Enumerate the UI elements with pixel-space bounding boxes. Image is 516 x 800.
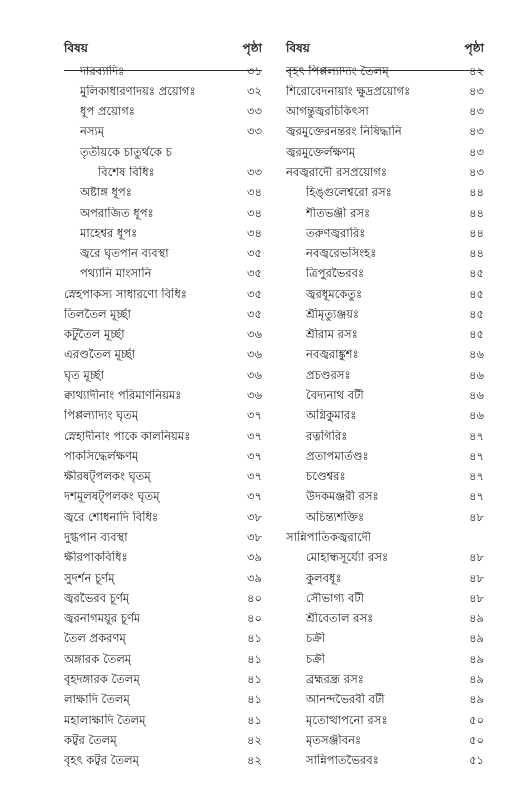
contents-entry (286, 264, 484, 284)
entry-page-number: ৩৬ (247, 388, 262, 403)
entry-page-number: ৪৬ (469, 367, 484, 382)
contents-entry (286, 203, 484, 223)
contents-entry (64, 406, 262, 426)
contents-entry (64, 609, 262, 629)
entry-page-number: ৪১ (247, 692, 262, 707)
contents-entry (286, 446, 484, 466)
entry-title: প্রচণ্ডরসঃ (306, 368, 351, 382)
entry-title: তিলতৈল মূর্চ্ছা (64, 307, 131, 321)
entry-title: ব্রহ্মরন্ধ্র রসঃ (306, 672, 364, 686)
entry-page-number: ৪৮ (469, 509, 484, 524)
entry-title: প্রতাপমার্তণ্ডঃ (306, 449, 369, 463)
contents-entry (64, 223, 262, 243)
entry-page-number: ৩৫ (247, 266, 262, 281)
right-subject-heading: বিষয় (286, 41, 310, 55)
entry-page-number: ৩৩ (247, 104, 262, 119)
entry-title: পাকসিদ্ধের্লক্ষণম্ (64, 449, 139, 463)
contents-entry (286, 183, 484, 203)
entry-title: হিঙ্গুলেশ্বরো রসঃ (306, 186, 392, 200)
entry-title: অঙ্গারক তৈলম্ (64, 652, 132, 666)
entry-page-number: ৪৭ (469, 489, 484, 504)
left-column-header (64, 40, 262, 61)
entry-title: ত্রিপুরভৈরবঃ (306, 267, 365, 281)
entry-page-number: ৩৭ (247, 428, 262, 443)
contents-entry (64, 710, 262, 730)
contents-entry (64, 365, 262, 385)
contents-entry (286, 649, 484, 669)
entry-page-number: ৪৩ (469, 144, 484, 159)
contents-entry (64, 162, 262, 182)
entry-page-number: ৩৩ (247, 164, 262, 179)
entry-page-number: ৩৬ (247, 327, 262, 342)
entry-page-number: ৪৫ (469, 327, 484, 342)
entry-page-number: ৫১ (469, 753, 484, 768)
entry-title: জ্বরমুক্তের্লক্ষণম্ (286, 145, 356, 159)
entry-title: মৃতসঞ্জীবনঃ (306, 733, 362, 747)
entry-title: স্নেহাদীনাং পাকে কালনিয়মঃ (64, 429, 191, 443)
contents-entry (286, 730, 484, 750)
contents-entry (286, 568, 484, 588)
entry-page-number: ৪৬ (469, 388, 484, 403)
entry-title: আগন্তুজ্বরচিকিৎসা (286, 105, 369, 119)
entry-title: চণ্ডেশ্বরঃ (306, 470, 346, 484)
entry-title: পথ্যানি মাংসানি (80, 267, 152, 281)
entry-page-number: ৪২ (247, 753, 262, 768)
entry-title: কট্বর তৈলম্ (64, 733, 117, 747)
contents-entry (64, 122, 262, 142)
entry-page-number: ৪৬ (469, 347, 484, 362)
entry-page-number: ৪৭ (469, 469, 484, 484)
entry-page-number: ৩৫ (247, 246, 262, 261)
contents-entry (286, 588, 484, 608)
entry-title: উদকমঞ্জরী রসঃ (306, 490, 379, 504)
contents-right-column (286, 40, 484, 771)
right-entries (286, 61, 484, 771)
contents-entry (64, 426, 262, 446)
entry-title: ক্ষীরপাকবিধিঃ (64, 551, 128, 565)
right-header-rule (286, 70, 484, 71)
entry-title: দারব্যাদিঃ (80, 64, 125, 78)
entry-page-number: ৩৭ (247, 469, 262, 484)
contents-entry (64, 548, 262, 568)
entry-title: শ্রীবেতাল রসঃ (306, 612, 374, 626)
entry-page-number: ৪১ (247, 671, 262, 686)
entry-page-number: ৩৮ (247, 530, 262, 544)
contents-entry (286, 284, 484, 304)
contents-entry (286, 690, 484, 710)
contents-entry (64, 730, 262, 750)
left-entries (64, 61, 262, 771)
contents-entry (64, 487, 262, 507)
contents-entry (286, 345, 484, 365)
entry-title: তৈল প্রকরণম্ (64, 632, 126, 646)
entry-page-number: ৪৫ (469, 306, 484, 321)
entry-page-number: ৪৭ (469, 448, 484, 463)
entry-title: শ্রীমৃত্যুঞ্জয়ঃ (306, 307, 360, 321)
entry-page-number: ৪৫ (469, 286, 484, 301)
entry-title: শ্রীরাম রসঃ (306, 328, 358, 342)
entry-title: রত্নগিরিঃ (306, 429, 348, 443)
contents-entry (286, 102, 484, 122)
contents-entry (64, 244, 262, 264)
entry-title: মৃতোত্থাপনো রসঃ (306, 713, 388, 727)
entry-title: দুগ্ধপান ব্যবস্থা (64, 531, 128, 544)
contents-entry (64, 345, 262, 365)
contents-entry (64, 142, 262, 162)
contents-entry (286, 223, 484, 243)
entry-page-number: ৫০ (469, 712, 484, 727)
contents-entry (64, 264, 262, 284)
entry-page-number: ৪৪ (469, 185, 484, 200)
entry-title: ক্ষীরষট্পলকং ঘৃতম্ (64, 470, 151, 484)
entry-title: নবজ্বরেভসিংহঃ (306, 247, 377, 261)
entry-page-number: ৩৬ (247, 347, 262, 362)
entry-page-number: ৩১ (247, 63, 262, 78)
entry-page-number: ৩৮ (247, 509, 262, 524)
entry-title: বৈদ্যনাথ বটী (306, 389, 364, 403)
entry-page-number: ৪৯ (469, 651, 484, 666)
entry-page-number: ৪১ (247, 631, 262, 646)
entry-title: চক্রী (306, 652, 326, 666)
entry-title: তৃতীয়কে চাতুর্থকে চ (80, 145, 172, 159)
entry-title: নবজ্বরাদৌ রসপ্রয়োগঃ (286, 165, 387, 179)
left-page-heading: পৃষ্ঠা (242, 41, 262, 55)
entry-title: বৃহদঙ্গারক তৈলম্ (64, 672, 140, 686)
contents-entry (286, 162, 484, 182)
contents-entry (286, 81, 484, 101)
entry-title: পিপ্পল্যাদ্যং ঘৃতম্ (64, 409, 139, 423)
entry-page-number: ৩৭ (247, 489, 262, 504)
contents-entry (64, 183, 262, 203)
contents-entry (64, 61, 262, 81)
contents-entry (64, 81, 262, 101)
entry-page-number: ৪০ (247, 611, 262, 626)
entry-page-number: ৪৯ (469, 671, 484, 686)
contents-entry (64, 467, 262, 487)
entry-title: জ্বরে ঘৃতপান ব্যবস্থা (80, 247, 169, 261)
contents-entry (64, 203, 262, 223)
contents-entry (286, 751, 484, 771)
entry-title: লাক্ষাদি তৈলম্ (64, 693, 130, 707)
contents-entry (64, 649, 262, 669)
entry-title: এরণ্ডতৈল মূর্চ্ছা (64, 348, 136, 362)
entry-title: মহালাক্ষাদি তৈলম্ (64, 713, 146, 727)
entry-title: স্নেহপাকস্য সাধারণো বিধিঃ (64, 287, 187, 301)
contents-entry (286, 527, 484, 547)
entry-page-number: ৩৬ (247, 367, 262, 382)
entry-page-number: ৪৯ (469, 692, 484, 707)
entry-title: বিশেষ বিধিঃ (98, 165, 155, 179)
entry-page-number: ৪৮ (469, 590, 484, 605)
entry-page-number: ৪৬ (469, 408, 484, 423)
entry-title: অষ্টাঙ্গ ধূপঃ (80, 186, 132, 200)
entry-page-number: ৩৪ (247, 205, 262, 220)
contents-entry (286, 629, 484, 649)
entry-page-number: ৪৫ (469, 266, 484, 281)
contents-entry (286, 426, 484, 446)
contents-entry (64, 669, 262, 689)
entry-page-number: ৩৪ (247, 225, 262, 240)
entry-page-number: ৩৫ (247, 306, 262, 321)
entry-page-number: ৪৪ (469, 225, 484, 240)
entry-title: বৃহৎ পিপ্পল্যাদ্যং তৈলম্ (286, 64, 389, 78)
contents-entry (64, 568, 262, 588)
entry-page-number: ৪২ (469, 63, 484, 78)
right-column-header (286, 40, 484, 61)
contents-entry (64, 446, 262, 466)
entry-title: চক্রী (306, 632, 326, 646)
entry-title: অগ্নিকুমারঃ (306, 409, 357, 423)
entry-page-number: ৩৩ (247, 124, 262, 139)
contents-entry (286, 467, 484, 487)
contents-entry (286, 142, 484, 162)
entry-page-number: ৩৫ (247, 286, 262, 301)
entry-title: অচিন্ত্যশক্তিঃ (306, 510, 365, 524)
entry-page-number: ৩৭ (247, 408, 262, 423)
entry-page-number: ৫০ (469, 732, 484, 747)
contents-entry (286, 386, 484, 406)
entry-page-number: ৩৭ (247, 448, 262, 463)
contents-entry (64, 629, 262, 649)
entry-page-number: ৪৮ (469, 570, 484, 585)
entry-page-number: ৪৪ (469, 205, 484, 220)
entry-title: কটুতৈল মূর্চ্ছা (64, 328, 125, 342)
entry-title: সৌভাগ্য বটী (306, 591, 364, 605)
entry-title: শীতভঞ্জী রসঃ (306, 206, 371, 220)
entry-title: জ্বরধূমকেতুঃ (306, 287, 363, 301)
entry-page-number: ৪৯ (469, 631, 484, 646)
entry-title: মোহান্ধসূর্য্যো রসঃ (306, 551, 389, 565)
entry-page-number: ৪৩ (469, 83, 484, 98)
entry-page-number: ৩৯ (247, 570, 262, 585)
contents-entry (286, 122, 484, 142)
contents-entry (64, 588, 262, 608)
contents-entry (286, 609, 484, 629)
contents-entry (286, 325, 484, 345)
contents-entry (286, 304, 484, 324)
entry-title: নবজ্বরাঙ্কুশঃ (306, 348, 359, 362)
contents-entry (286, 669, 484, 689)
entry-title: মুলিকাধারণাদয়ঃ প্রয়োগঃ (80, 84, 196, 98)
contents-entry (64, 102, 262, 122)
contents-entry (286, 507, 484, 527)
entry-page-number: ৪৮ (469, 550, 484, 565)
entry-page-number: ৪২ (247, 732, 262, 747)
entry-title: দশমূলষট্পলকং ঘৃতম্ (64, 490, 160, 504)
contents-entry (64, 386, 262, 406)
contents-entry (64, 325, 262, 345)
left-subject-heading: বিষয় (64, 41, 88, 55)
entry-page-number: ৩৯ (247, 550, 262, 565)
entry-page-number: ৪০ (247, 590, 262, 605)
entry-title: জ্বরমুক্তেরনন্তরং নিষিদ্ধানি (286, 125, 402, 139)
entry-title: কুলবধূঃ (306, 571, 342, 585)
entry-page-number: ৪৩ (469, 124, 484, 139)
entry-title: বৃহৎ কট্বর তৈলম্ (64, 754, 139, 768)
entry-title: ক্বাথ্যাদীনাং পরিমাণনিয়মঃ (64, 389, 182, 403)
contents-entry (64, 690, 262, 710)
entry-title: জ্বরভৈরব চূর্ণম্ (64, 591, 130, 605)
entry-page-number: ৪১ (247, 712, 262, 727)
contents-entry (64, 284, 262, 304)
contents-entry (64, 527, 262, 547)
entry-page-number: ৩৪ (247, 185, 262, 200)
contents-entry (286, 365, 484, 385)
entry-page-number: ৪৩ (469, 104, 484, 119)
entry-title: অপরাজিত ধূপঃ (80, 206, 154, 220)
entry-title: সুদর্শন চূর্ণম্ (64, 571, 115, 585)
entry-title: ধূপ প্রয়োগঃ (80, 105, 135, 119)
contents-entry (64, 304, 262, 324)
contents-entry (286, 406, 484, 426)
contents-entry (286, 710, 484, 730)
entry-title: মাহেশ্বর ধূপঃ (80, 226, 138, 240)
entry-page-number: ৪৪ (469, 246, 484, 261)
entry-title: সান্নিপাতিকজ্বরাদৌ (286, 531, 372, 544)
entry-title: আনন্দভৈরবী বটী (306, 693, 385, 707)
entry-page-number: ৪৭ (469, 428, 484, 443)
contents-entry (64, 507, 262, 527)
right-page-heading: পৃষ্ঠা (464, 41, 484, 55)
entry-title: নস্যম্ (80, 125, 105, 139)
contents-entry (286, 487, 484, 507)
entry-page-number: ৪৯ (469, 611, 484, 626)
entry-title: তরুণজ্বরারিঃ (306, 226, 366, 240)
entry-title: ঘৃত মূর্চ্ছা (64, 368, 104, 382)
contents-entry (286, 244, 484, 264)
contents-entry (286, 61, 484, 81)
contents-entry (286, 548, 484, 568)
entry-title: জ্বরে শোধনাদি বিধিঃ (64, 510, 159, 524)
entry-title: জ্বরনাগময়ূর চূর্ণম (64, 612, 141, 626)
contents-left-column (64, 40, 262, 771)
left-header-rule (64, 70, 262, 71)
entry-page-number: ৪১ (247, 651, 262, 666)
contents-entry (64, 751, 262, 771)
entry-title: সান্নিপাতভৈরবঃ (306, 754, 379, 768)
entry-page-number: ৩২ (247, 83, 262, 98)
entry-page-number: ৪৩ (469, 164, 484, 179)
entry-title: শিরোবেদনায়াং ক্ষুদ্রপ্রয়োগঃ (286, 84, 411, 98)
